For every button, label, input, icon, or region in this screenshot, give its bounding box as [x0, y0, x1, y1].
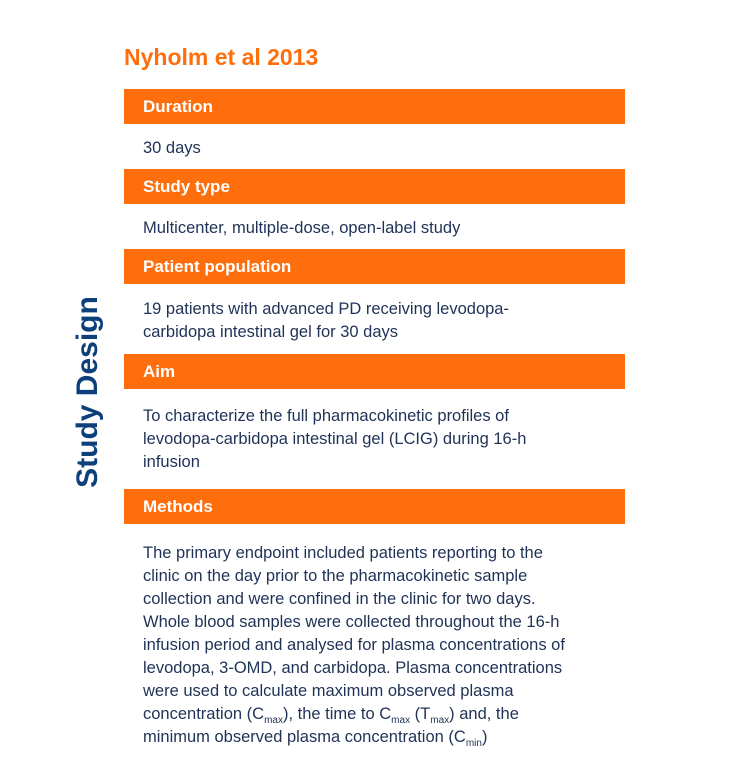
section-text-study-type: Multicenter, multiple-dose, open-label study: [143, 219, 461, 237]
section-text-aim: [143, 405, 623, 474]
text-line: To characterize the full pharmacokinetic profiles of: [143, 407, 509, 425]
text-line: were used to calculate maximum observed plasma: [143, 682, 514, 700]
section-header-patient-population: Patient population: [124, 249, 625, 284]
text-line: clinic on the day prior to the pharmacokinetic sample: [143, 567, 528, 585]
text-line: infusion period and analysed for plasma concentrations of: [143, 636, 565, 654]
text-line: concentration $(C_{max})$, the time to $C_{max}$ $(T_{max})$ and, the: [143, 705, 519, 726]
section-text-methods: [143, 542, 623, 749]
text-line: levodopa-carbidopa intestinal gel (LCIG) during 16-h: [143, 430, 527, 448]
text-line: 19 patients with advanced PD receiving levodopa-: [143, 300, 509, 318]
section-text-patient-population: [143, 298, 623, 344]
section-text-duration: 30 days: [143, 139, 201, 157]
text-line: minimum observed plasma concentration $(C_{min})$: [143, 728, 488, 749]
page-title: Nyholm et al 2013: [124, 44, 319, 70]
text-line: collection and were confined in the clinic for two days.: [143, 590, 536, 608]
section-header-study-type: Study type: [124, 169, 625, 204]
side-label: Study Design: [71, 296, 104, 488]
section-header-methods: Methods: [124, 489, 625, 524]
section-header-duration: Duration: [124, 89, 625, 124]
text-line: levodopa, 3-OMD, and carbidopa. Plasma concentrations: [143, 659, 563, 677]
text-line: The primary endpoint included patients reporting to the: [143, 544, 543, 562]
text-line: infusion: [143, 453, 200, 471]
text-line: carbidopa intestinal gel for 30 days: [143, 323, 398, 341]
text-line: Whole blood samples were collected throughout the 16-h: [143, 613, 560, 631]
section-header-aim: Aim: [124, 354, 625, 389]
